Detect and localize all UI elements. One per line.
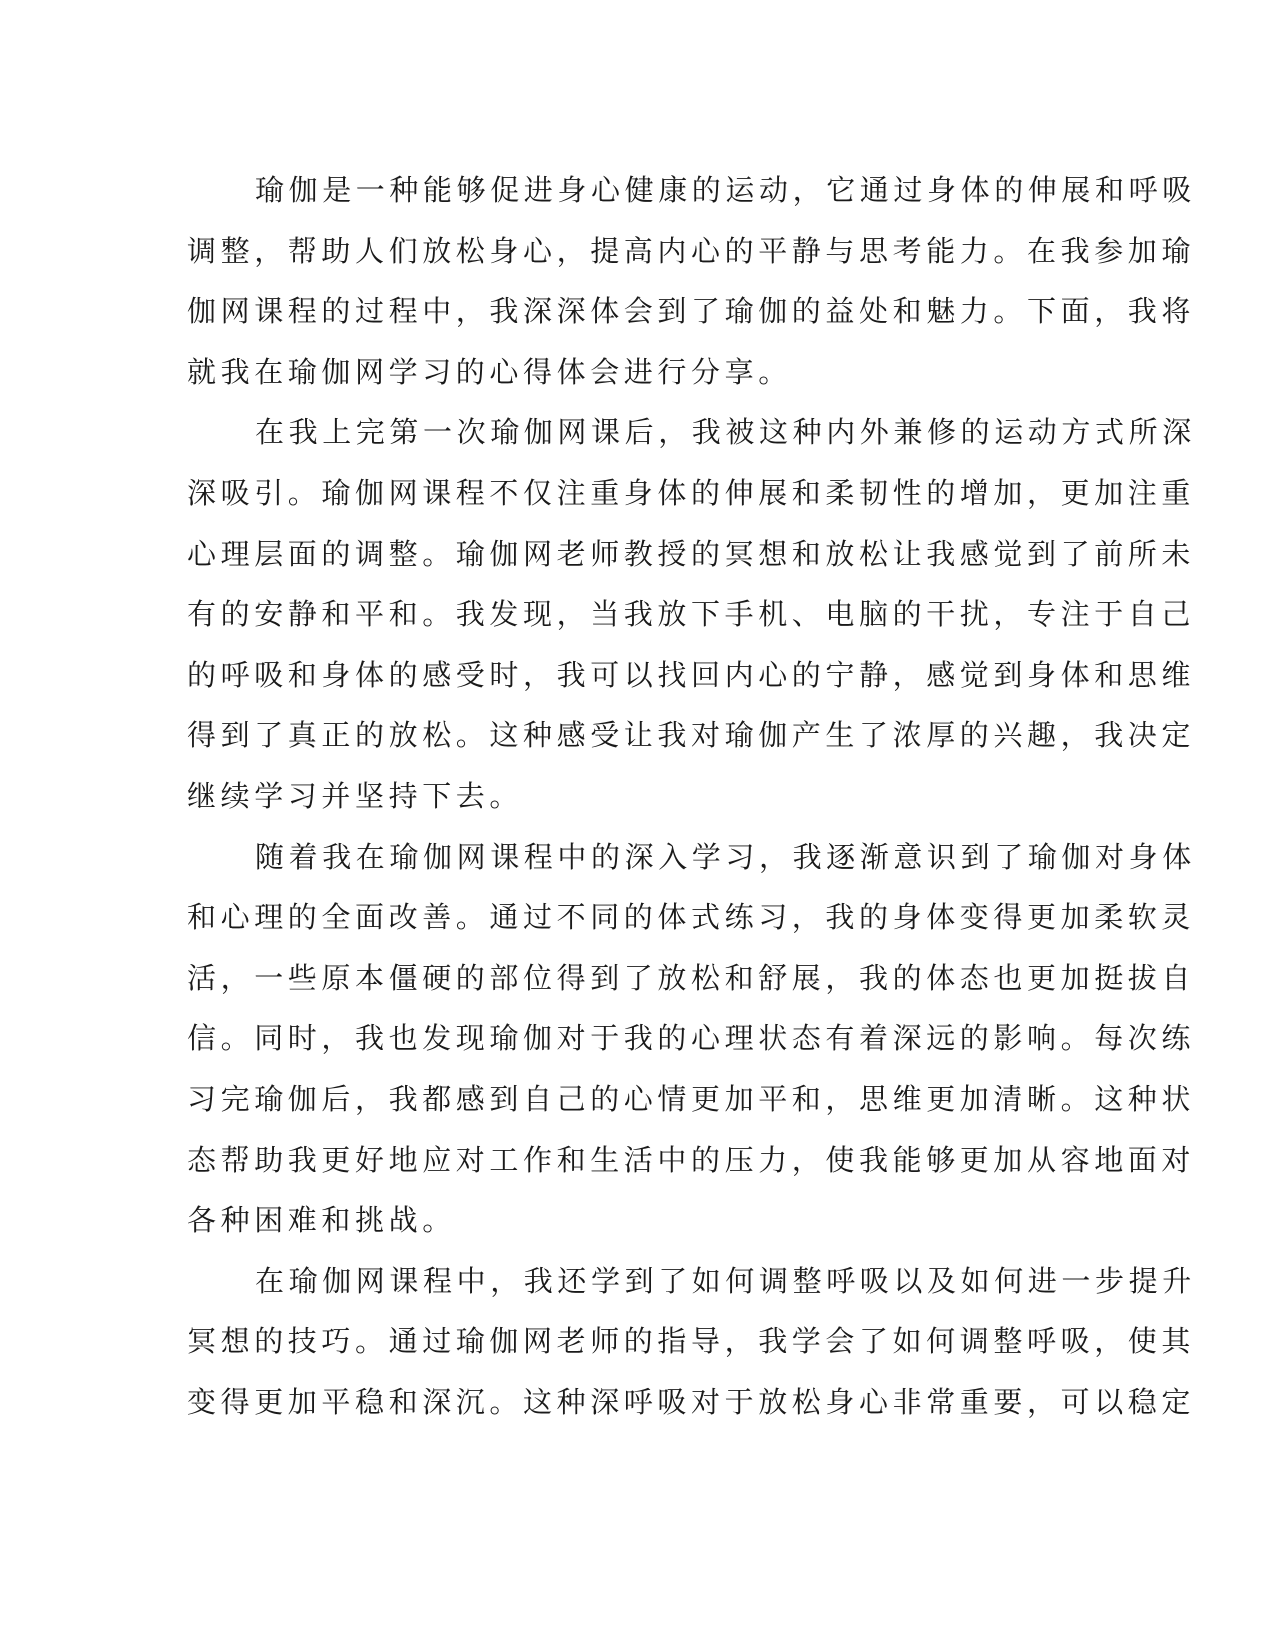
text-line: 就我在瑜伽网学习的心得体会进行分享。 (187, 354, 792, 389)
text-line: 态帮助我更好地应对工作和生活中的压力，使我能够更加从容地面对 (187, 1142, 1196, 1177)
text-line: 瑜伽是一种能够促进身心健康的运动，它通过身体的伸展和呼吸 (255, 173, 1196, 207)
paragraph-4 (187, 1251, 1196, 1433)
document-page (187, 160, 1196, 1432)
paragraph-1 (187, 160, 1196, 402)
text-line: 心理层面的调整。瑜伽网老师教授的冥想和放松让我感觉到了前所未 (187, 536, 1196, 571)
text-line: 得到了真正的放松。这种感受让我对瑜伽产生了浓厚的兴趣，我决定 (187, 718, 1196, 753)
text-line: 在瑜伽网课程中，我还学到了如何调整呼吸以及如何进一步提升 (255, 1263, 1196, 1298)
text-line: 深吸引。瑜伽网课程不仅注重身体的伸展和柔韧性的增加，更加注重 (187, 475, 1196, 510)
text-line: 的呼吸和身体的感受时，我可以找回内心的宁静，感觉到身体和思维 (187, 657, 1196, 692)
text-line: 信。同时，我也发现瑜伽对于我的心理状态有着深远的影响。每次练 (187, 1021, 1196, 1056)
text-line: 在我上完第一次瑜伽网课后，我被这种内外兼修的运动方式所深 (255, 415, 1196, 450)
text-line: 冥想的技巧。通过瑜伽网老师的指导，我学会了如何调整呼吸，使其 (187, 1324, 1196, 1359)
text-line: 有的安静和平和。我发现，当我放下手机、电脑的干扰，专注于自己 (187, 597, 1196, 632)
paragraph-3 (187, 827, 1196, 1251)
text-line: 伽网课程的过程中，我深深体会到了瑜伽的益处和魅力。下面，我将 (187, 294, 1196, 329)
text-line: 习完瑜伽后，我都感到自己的心情更加平和，思维更加清晰。这种状 (187, 1081, 1196, 1116)
text-line: 和心理的全面改善。通过不同的体式练习，我的身体变得更加柔软灵 (187, 900, 1196, 935)
paragraph-2 (187, 402, 1196, 826)
text-line: 各种困难和挑战。 (187, 1203, 456, 1238)
text-line: 随着我在瑜伽网课程中的深入学习，我逐渐意识到了瑜伽对身体 (255, 839, 1196, 874)
text-line: 活，一些原本僵硬的部位得到了放松和舒展，我的体态也更加挺拔自 (187, 960, 1196, 995)
text-line: 继续学习并坚持下去。 (187, 778, 524, 813)
text-line: 调整，帮助人们放松身心，提高内心的平静与思考能力。在我参加瑜 (187, 233, 1196, 268)
text-line: 变得更加平稳和深沉。这种深呼吸对于放松身心非常重要，可以稳定 (187, 1384, 1196, 1419)
